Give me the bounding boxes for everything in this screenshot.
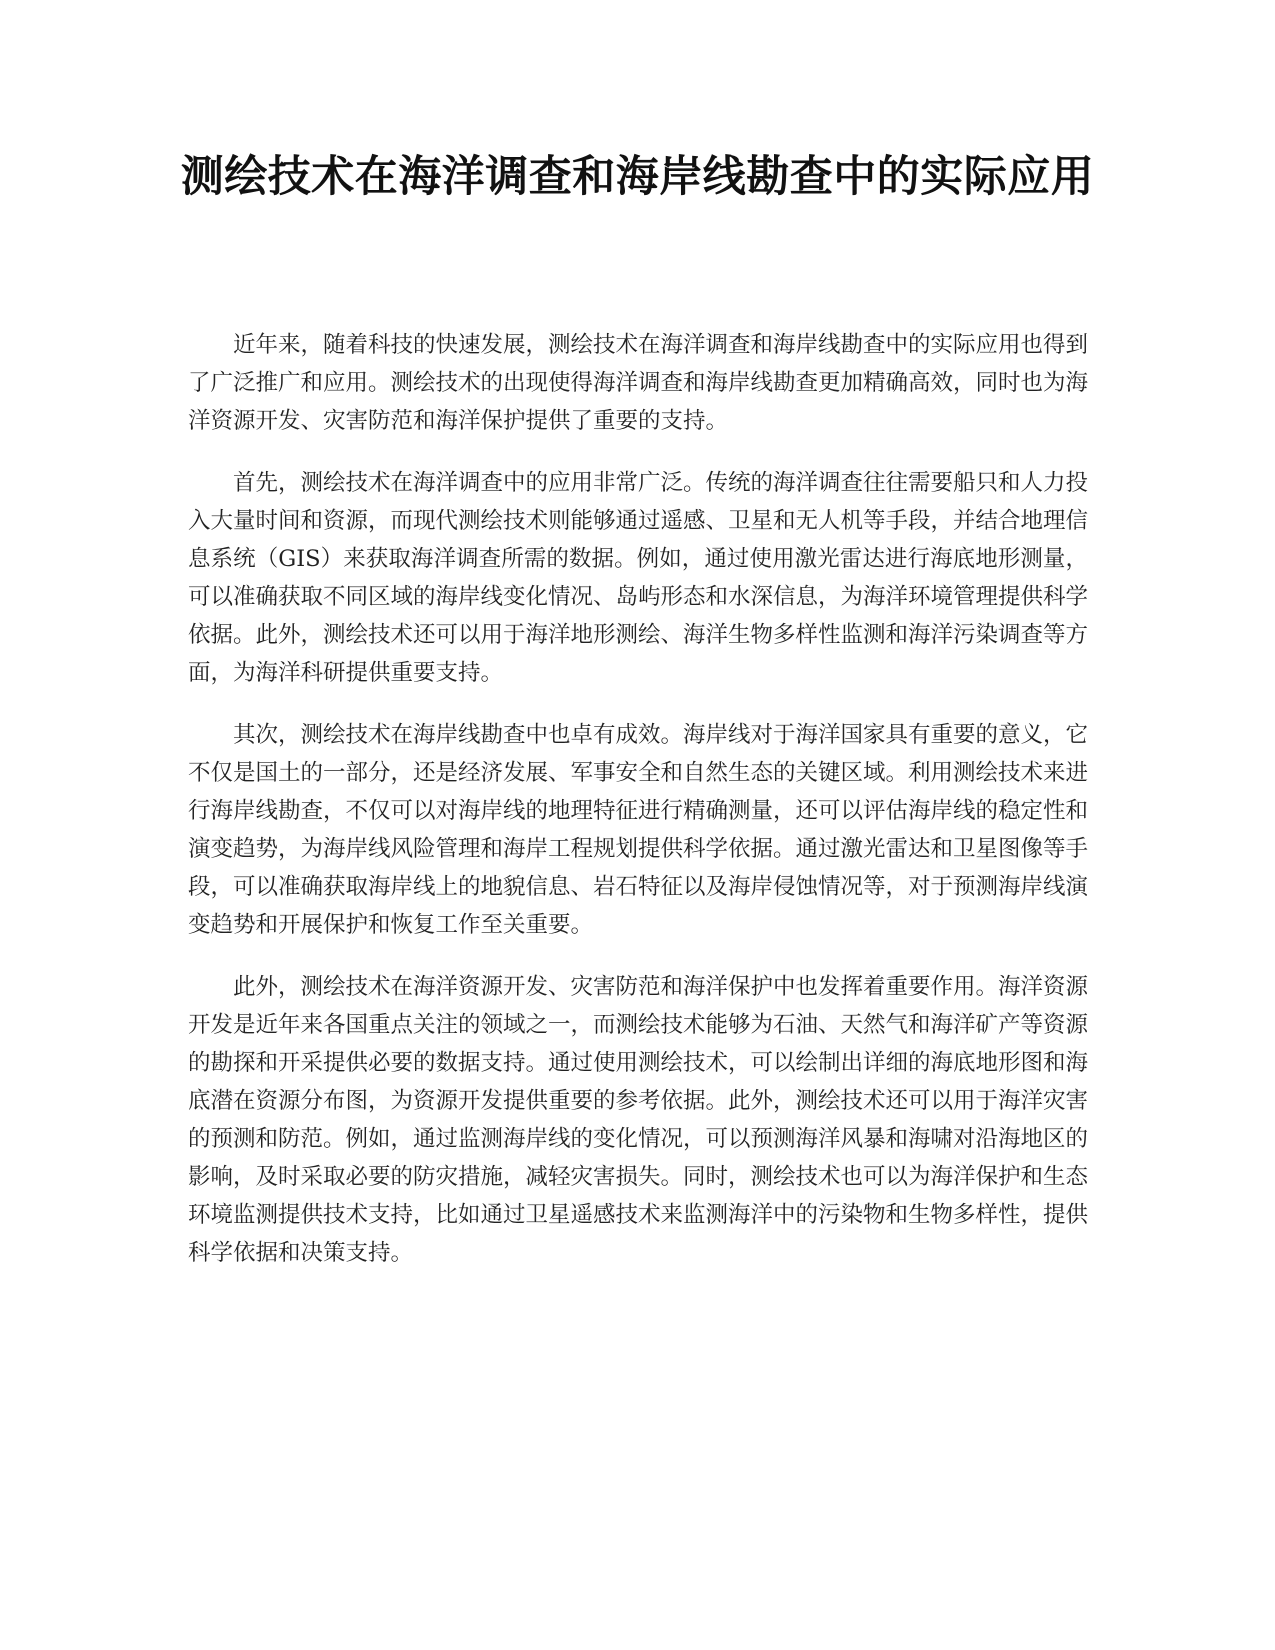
document-body (188, 326, 1088, 1296)
paragraph-1: 近年来，随着科技的快速发展，测绘技术在海洋调查和海岸线勘查中的实际应用也得到了广泛推广和应用。测绘技术的出现使得海洋调查和海岸线勘查更加精确高效，同时也为海洋资源开发、灾害防范和海洋保护提供了重要的支持。 (188, 332, 1089, 434)
document-title: 测绘技术在海洋调查和海岸线勘查中的实际应用 (180, 152, 1095, 202)
paragraph-4: 此外，测绘技术在海洋资源开发、灾害防范和海洋保护中也发挥着重要作用。海洋资源开发是近年来各国重点关注的领域之一，而测绘技术能够为石油、天然气和海洋矿产等资源的勘探和开采提供必要的数据支持。通过使用测绘技术，可以绘制出详细的海底地形图和海底潜在资源分布图，为资源开发提供重要的参考依据。此外，测绘技术还可以用于海洋灾害的预测和防范。例如，通过监测海岸线的变化情况，可以预测海洋风暴和海啸对沿海地区的影响，及时采取必要的防灾措施，减轻灾害损失。同时，测绘技术也可以为海洋保护和生态环境监测提供技术支持，比如通过卫星遥感技术来监测海洋中的污染物和生物多样性，提供科学依据和决策支持。 (188, 974, 1089, 1266)
paragraph-2: 首先，测绘技术在海洋调查中的应用非常广泛。传统的海洋调查往往需要船只和人力投入大量时间和资源，而现代测绘技术则能够通过遥感、卫星和无人机等手段，并结合地理信息系统（GIS）来获取海洋调查所需的数据。例如，通过使用激光雷达进行海底地形测量，可以准确获取不同区域的海岸线变化情况、岛屿形态和水深信息，为海洋环境管理提供科学依据。此外，测绘技术还可以用于海洋地形测绘、海洋生物多样性监测和海洋污染调查等方面，为海洋科研提供重要支持。 (188, 470, 1089, 686)
paragraph-3: 其次，测绘技术在海岸线勘查中也卓有成效。海岸线对于海洋国家具有重要的意义，它不仅是国土的一部分，还是经济发展、军事安全和自然生态的关键区域。利用测绘技术来进行海岸线勘查，不仅可以对海岸线的地理特征进行精确测量，还可以评估海岸线的稳定性和演变趋势，为海岸线风险管理和海岸工程规划提供科学依据。通过激光雷达和卫星图像等手段，可以准确获取海岸线上的地貌信息、岩石特征以及海岸侵蚀情况等，对于预测海岸线演变趋势和开展保护和恢复工作至关重要。 (188, 722, 1089, 938)
